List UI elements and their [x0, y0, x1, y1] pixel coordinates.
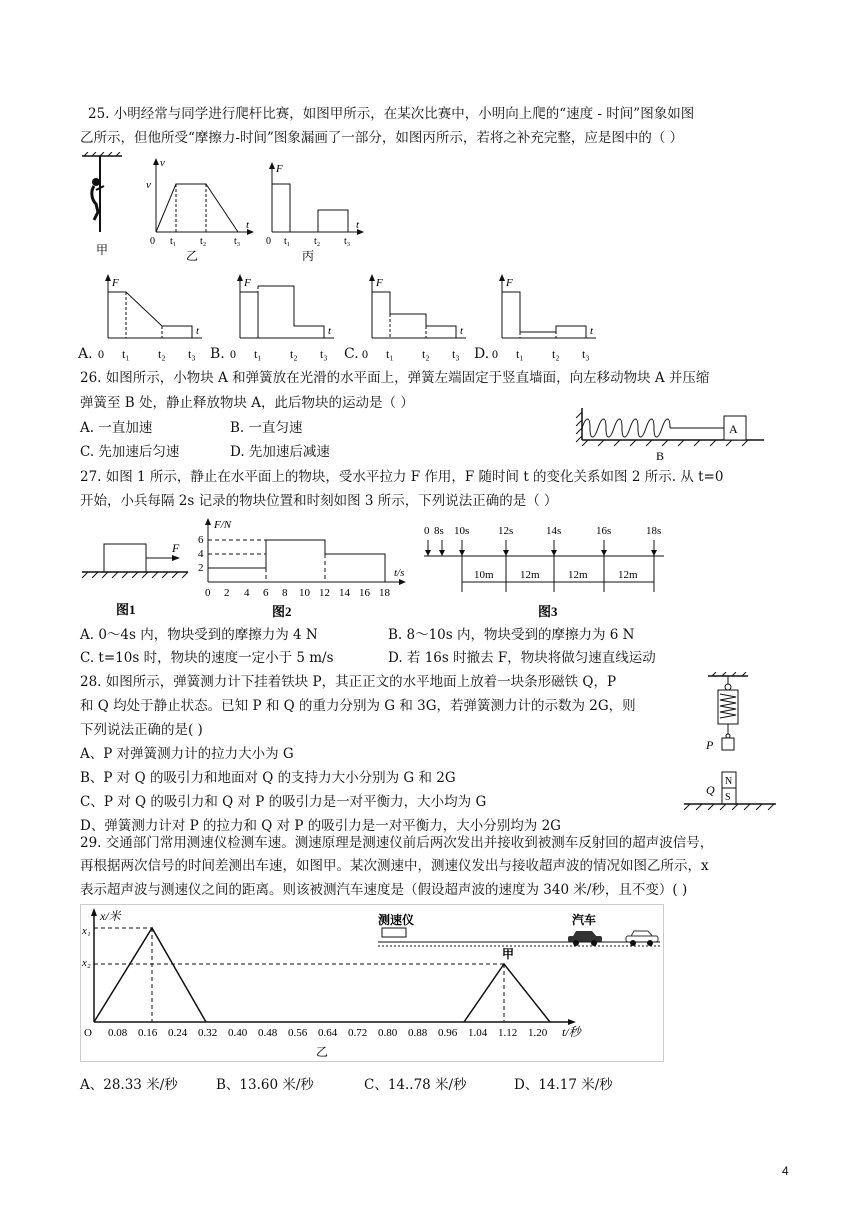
- svg-text:6: 6: [198, 534, 204, 546]
- svg-text:t/s: t/s: [394, 567, 405, 579]
- svg-text:0.80: 0.80: [378, 1027, 398, 1039]
- q26-option-c[interactable]: C. 先加速后匀速: [80, 444, 180, 460]
- svg-text:v: v: [160, 157, 165, 169]
- svg-text:0: 0: [230, 347, 236, 361]
- q26-line2: 弹簧至 B 处，静止释放物块 A，此后物块的运动是（ ）: [80, 395, 414, 411]
- svg-text:0: 0: [492, 347, 498, 361]
- svg-text:F: F: [376, 277, 383, 289]
- q29-cap-yi: 乙: [316, 1045, 329, 1059]
- svg-text:0: 0: [424, 525, 430, 537]
- svg-text:F: F: [112, 277, 119, 289]
- svg-text:t: t: [328, 325, 332, 337]
- svg-text:0: 0: [98, 347, 104, 361]
- q29-option-d[interactable]: D、14.17 米/秒: [514, 1077, 613, 1093]
- q25-option-c[interactable]: C.: [344, 346, 359, 362]
- q25-line1: 25. 小明经常与同学进行爬杆比赛，如图甲所示，在某次比赛中，小明向上爬的“速度 - 时间”图象如图: [88, 106, 695, 122]
- svg-text:t₂: t₂: [552, 347, 560, 361]
- svg-text:0: 0: [150, 236, 155, 247]
- svg-text:12s: 12s: [498, 525, 514, 537]
- svg-text:0: 0: [266, 236, 271, 247]
- q27-fig1-caption: 图1: [116, 602, 136, 617]
- q25-line2: 乙所示，但他所受“摩擦力-时间”图象漏画了一部分，如图丙所示，若将之补充完整，应是图中的（ ）: [80, 130, 684, 146]
- svg-text:12m: 12m: [618, 569, 638, 581]
- q28-fig-spring-magnet: [680, 672, 780, 814]
- svg-text:2: 2: [224, 587, 230, 599]
- q25-cap-yi: 乙: [186, 249, 199, 262]
- q25-fig-climber: [78, 152, 128, 264]
- q27-option-b[interactable]: B. 8～10s 内，物块受到的摩擦力为 6 N: [388, 627, 635, 643]
- q25-cap-bing: 丙: [302, 249, 315, 263]
- q28-option-c[interactable]: C、P 对 Q 的吸引力和 Q 对 P 的吸引力是一对平衡力，大小均为 G: [80, 794, 487, 810]
- q27-line2: 开始，小兵每隔 2s 记录的物块位置和时刻如图 3 所示，下列说法正确的是（ ）: [80, 493, 558, 509]
- q28-label-p: P: [706, 738, 714, 752]
- q29-option-a[interactable]: A、28.33 米/秒: [80, 1077, 178, 1093]
- q29-line3: 表示超声波与测速仪之间的距离。则该被测汽车速度是（假设超声波的速度为 340 米/秒，且不变）( ): [80, 882, 688, 898]
- svg-text:0.08: 0.08: [108, 1027, 128, 1039]
- q28-label-s: S: [725, 792, 731, 803]
- svg-text:14s: 14s: [546, 525, 562, 537]
- svg-text:0.72: 0.72: [348, 1027, 368, 1039]
- q26-option-b[interactable]: B. 一直匀速: [230, 420, 303, 436]
- svg-text:4: 4: [198, 548, 204, 560]
- svg-text:t/秒: t/秒: [562, 1025, 581, 1039]
- svg-text:t₃: t₃: [344, 236, 351, 247]
- svg-text:t₂: t₂: [200, 236, 207, 247]
- q25-graph-d: [490, 272, 602, 364]
- svg-text:10: 10: [299, 587, 310, 599]
- svg-text:t₂: t₂: [290, 347, 298, 361]
- svg-text:0.24: 0.24: [168, 1027, 188, 1039]
- q25-cap-jia: 甲: [96, 243, 109, 257]
- svg-text:12m: 12m: [568, 569, 588, 581]
- q29-car-label: 汽车: [572, 913, 597, 927]
- q25-option-b[interactable]: B.: [210, 346, 225, 362]
- svg-text:x/米: x/米: [100, 909, 121, 923]
- svg-text:2: 2: [198, 562, 204, 574]
- q28-line1: 28. 如图所示，弹簧测力计下挂着铁块 P，其正正文的水平地面上放着一块条形磁铁 Q，P: [80, 674, 617, 690]
- svg-text:t₂: t₂: [314, 236, 321, 247]
- q26-fig-spring: [574, 404, 770, 468]
- svg-text:x₂: x₂: [82, 957, 91, 969]
- q29-cap-jia: 甲: [502, 947, 515, 961]
- svg-text:14: 14: [339, 587, 350, 599]
- svg-text:F/N: F/N: [214, 519, 232, 531]
- svg-text:t₁: t₁: [284, 236, 291, 247]
- q25-option-a[interactable]: A.: [78, 346, 93, 362]
- q27-option-a[interactable]: A. 0～4s 内，物块受到的摩擦力为 4 N: [80, 627, 318, 643]
- svg-text:v: v: [146, 179, 151, 191]
- q29-option-b[interactable]: B、13.60 米/秒: [216, 1077, 314, 1093]
- svg-text:0.56: 0.56: [288, 1027, 308, 1039]
- svg-text:8s: 8s: [434, 525, 444, 537]
- svg-text:12m: 12m: [520, 569, 540, 581]
- svg-text:16s: 16s: [596, 525, 612, 537]
- svg-text:18: 18: [379, 587, 390, 599]
- svg-text:t₃: t₃: [452, 347, 460, 361]
- svg-text:1.12: 1.12: [498, 1027, 518, 1039]
- svg-text:t₂: t₂: [422, 347, 430, 361]
- svg-text:18s: 18s: [646, 525, 662, 537]
- q25-fig-vt: [140, 156, 260, 262]
- svg-text:F: F: [276, 163, 283, 175]
- svg-text:12: 12: [319, 587, 330, 599]
- svg-text:t₁: t₁: [516, 347, 524, 361]
- q29-fig-ultrasound: [80, 904, 664, 1062]
- svg-text:t₃: t₃: [234, 236, 241, 247]
- q28-option-b[interactable]: B、P 对 Q 的吸引力和地面对 Q 的支持力大小分别为 G 和 2G: [80, 770, 456, 786]
- svg-text:6: 6: [263, 587, 269, 599]
- svg-text:F: F: [244, 277, 251, 289]
- q27-force-label: F: [172, 541, 180, 555]
- q29-option-c[interactable]: C、14..78 米/秒: [364, 1077, 467, 1093]
- svg-text:10s: 10s: [454, 525, 470, 537]
- svg-text:0.40: 0.40: [228, 1027, 248, 1039]
- svg-text:t₃: t₃: [582, 347, 590, 361]
- q27-fig3-caption: 图3: [538, 604, 558, 619]
- svg-text:t₂: t₂: [158, 347, 166, 361]
- svg-text:0.48: 0.48: [258, 1027, 278, 1039]
- q27-fig3: [420, 516, 670, 624]
- q25-graph-b: [228, 272, 340, 364]
- q27-fig2: [196, 516, 414, 624]
- q28-label-q: Q: [706, 783, 715, 797]
- svg-text:t₃: t₃: [188, 347, 196, 361]
- svg-text:t: t: [356, 219, 360, 231]
- q28-option-a[interactable]: A、P 对弹簧测力计的拉力大小为 G: [80, 746, 294, 762]
- q29-line2: 再根据两次信号的时间差测出车速，如图甲。某次测速中，测速仪发出与接收超声波的情况如图乙所示，x: [80, 858, 709, 874]
- svg-text:O: O: [84, 1027, 92, 1039]
- q26-option-a[interactable]: A. 一直加速: [80, 420, 153, 436]
- svg-text:0.88: 0.88: [408, 1027, 428, 1039]
- svg-text:0.32: 0.32: [198, 1027, 218, 1039]
- q28-label-n: N: [725, 776, 733, 787]
- svg-text:t: t: [246, 219, 250, 231]
- q26-block-a-label: A: [729, 422, 738, 436]
- q27-fig1: [80, 536, 192, 624]
- q26-line1: 26. 如图所示，小物块 A 和弹簧放在光滑的水平面上，弹簧左端固定于竖直墙面，向左移动物块 A 并压缩: [80, 370, 710, 386]
- q28-line2: 和 Q 均处于静止状态。已知 P 和 Q 的重力分别为 G 和 3G，若弹簧测力计的示数为 2G，则: [80, 698, 636, 714]
- q25-graph-a: [96, 272, 208, 364]
- svg-text:0.96: 0.96: [438, 1027, 458, 1039]
- svg-text:0: 0: [205, 587, 211, 599]
- svg-text:t₁: t₁: [386, 347, 394, 361]
- q25-option-d[interactable]: D.: [474, 346, 490, 362]
- q27-line1: 27. 如图 1 所示，静止在水平面上的物块，受水平拉力 F 作用，F 随时间 t 的变化关系如图 2 所示. 从 t=0: [80, 469, 724, 485]
- q28-line3: 下列说法正确的是( ): [80, 722, 203, 738]
- q25-graph-c: [360, 272, 472, 364]
- svg-text:t: t: [590, 325, 594, 337]
- svg-text:x₁: x₁: [82, 925, 91, 937]
- svg-text:F: F: [506, 277, 513, 289]
- q26-point-b-label: B: [656, 449, 665, 463]
- svg-text:t₁: t₁: [170, 236, 177, 247]
- q25-fig-ft: [262, 160, 370, 264]
- svg-text:t₁: t₁: [254, 347, 262, 361]
- q27-fig2-caption: 图2: [272, 604, 292, 619]
- svg-text:0.64: 0.64: [318, 1027, 338, 1039]
- q29-meter-label: 测速仪: [378, 913, 415, 927]
- svg-text:t₁: t₁: [122, 347, 130, 361]
- svg-text:t₃: t₃: [320, 347, 328, 361]
- svg-text:t: t: [460, 325, 464, 337]
- q27-option-c[interactable]: C. t=10s 时，物块的速度一定小于 5 m/s: [80, 650, 334, 666]
- q29-line1: 29. 交通部门常用测速仪检测车速。测速原理是测速仪前后两次发出并接收到被测车反射回的超声波信号，: [80, 835, 714, 851]
- svg-text:0: 0: [362, 347, 368, 361]
- svg-text:1.20: 1.20: [528, 1027, 548, 1039]
- q28-option-d[interactable]: D、弹簧测力计对 P 的拉力和 Q 对 P 的吸引力是一对平衡力，大小分别均为 2G: [80, 818, 561, 834]
- q26-option-d[interactable]: D. 先加速后减速: [230, 444, 330, 460]
- svg-text:16: 16: [359, 587, 370, 599]
- q27-option-d[interactable]: D. 若 16s 时撤去 F，物块将做匀速直线运动: [388, 650, 656, 666]
- car-icon: [568, 931, 602, 946]
- car-icon: [626, 931, 658, 946]
- svg-text:0.16: 0.16: [138, 1027, 158, 1039]
- svg-text:1.04: 1.04: [468, 1027, 488, 1039]
- svg-text:8: 8: [282, 587, 288, 599]
- svg-text:4: 4: [244, 587, 250, 599]
- page-number: 4: [782, 1164, 789, 1178]
- svg-text:10m: 10m: [474, 569, 494, 581]
- svg-text:t: t: [196, 325, 200, 337]
